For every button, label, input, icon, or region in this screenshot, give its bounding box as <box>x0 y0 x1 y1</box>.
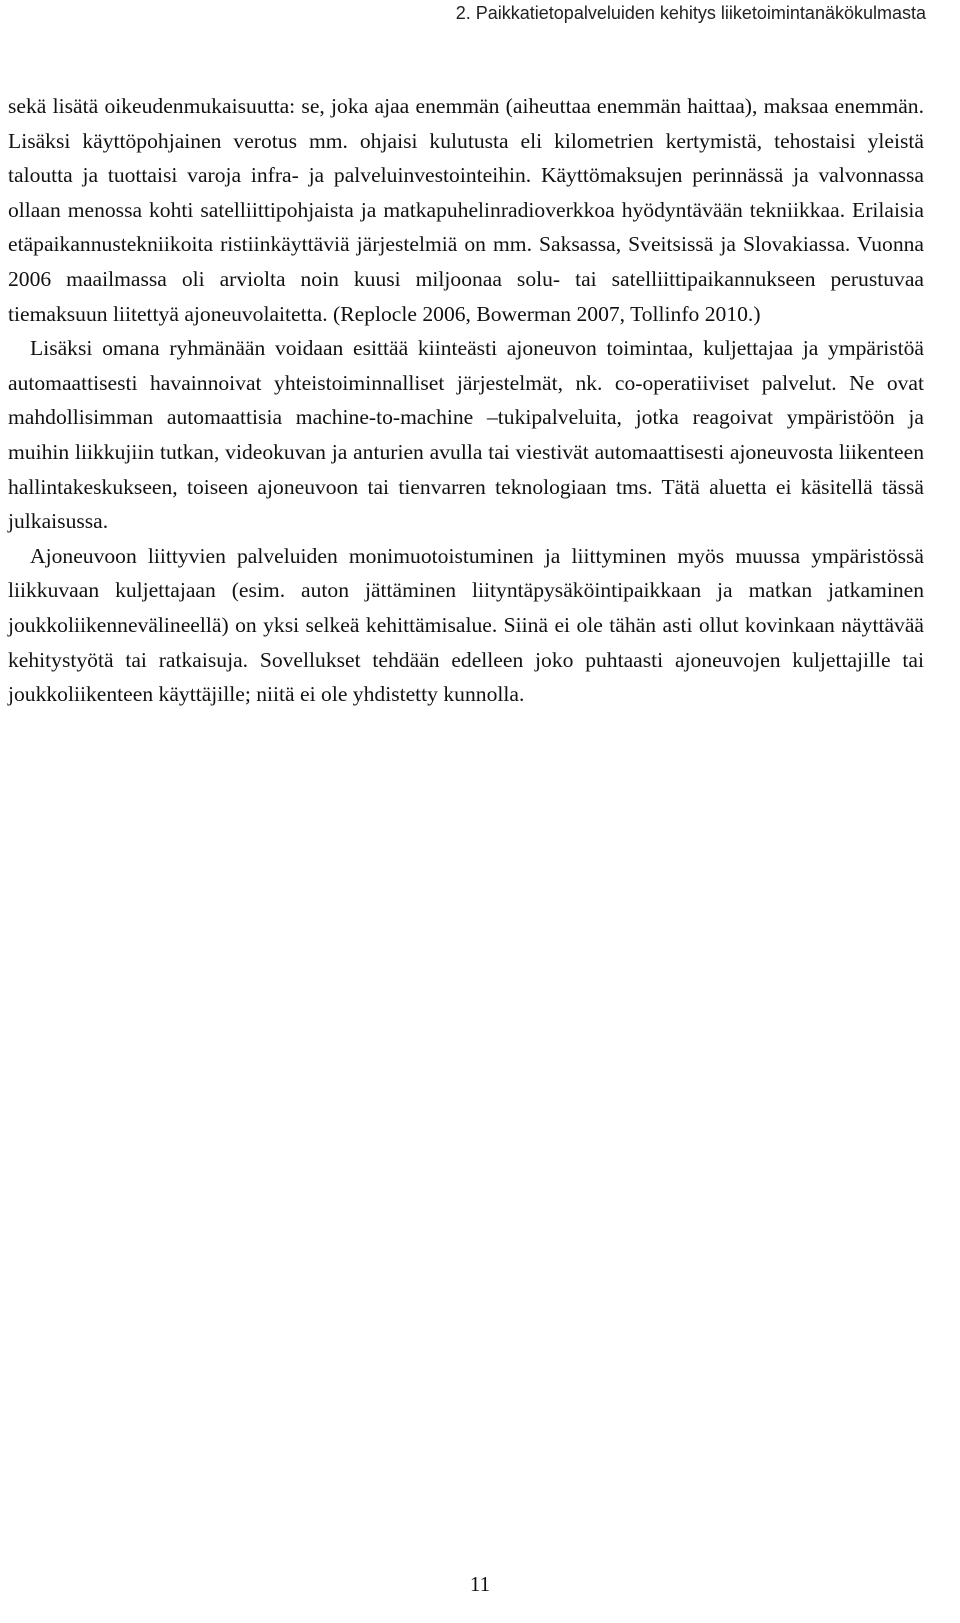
paragraph-3: Ajoneuvoon liittyvien palveluiden monimuotoistuminen ja liittyminen myös muussa ympäristössä liikkuvaan kuljettajaan (esim. auton jättäminen liityntäpysäköintipaikkaan ja matkan jatkaminen joukkoliikennevälineellä) on yksi selkeä kehittämisalue. Siinä ei ole tähän asti ollut kovinkaan näyttävää kehitystyötä tai ratkaisuja. Sovellukset tehdään edelleen joko puhtaasti ajoneuvojen kuljettajille tai joukkoliikenteen käyttäjille; niitä ei ole yhdistetty kunnolla. <box>8 543 924 707</box>
paragraph-2: Lisäksi omana ryhmänään voidaan esittää kiinteästi ajoneuvon toimintaa, kuljettajaa ja ympäristöä automaattisesti havainnoivat yhteistoiminnalliset järjestelmät, nk. co-operatiiviset palvelut. Ne ovat mahdollisimman automaattisia machine-to-machine –tukipalveluita, jotka reagoivat ympäristöön ja muihin liikkujiin tutkan, videokuvan ja anturien avulla tai viestivät automaattisesti ajoneuvosta liikenteen hallintakeskukseen, toiseen ajoneuvoon tai tienvarren teknologiaan tms. Tätä aluetta ei käsitellä tässä julkaisussa. <box>8 336 924 534</box>
page-number: 11 <box>469 1572 491 1596</box>
body-text <box>8 89 924 712</box>
paragraph-1: sekä lisätä oikeudenmukaisuutta: se, joka ajaa enemmän (aiheuttaa enemmän haittaa), maksaa enemmän. Lisäksi käyttöpohjainen verotus mm. ohjaisi kulutusta eli kilometrien kertymistä, tehostaisi yleistä taloutta ja tuottaisi varoja infra- ja palveluinvestointeihin. Käyttömaksujen perinnässä ja valvonnassa ollaan menossa kohti satelliittipohjaista ja matkapuhelinradioverkkoa hyödyntävään tekniikkaa. Erilaisia etäpaikannustekniikoita ristiinkäyttäviä järjestelmiä on mm. Saksassa, Sveitsissä ja Slovakiassa. Vuonna 2006 maailmassa oli arviolta noin kuusi miljoonaa solu- tai satelliittipaikannukseen perustuvaa tiemaksuun liitettyä ajoneuvolaitetta. (Replocle 2006, Bowerman 2007, Tollinfo 2010.) <box>8 94 924 326</box>
running-header: 2. Paikkatietopalveluiden kehitys liiketoimintanäkökulmasta <box>455 3 926 23</box>
